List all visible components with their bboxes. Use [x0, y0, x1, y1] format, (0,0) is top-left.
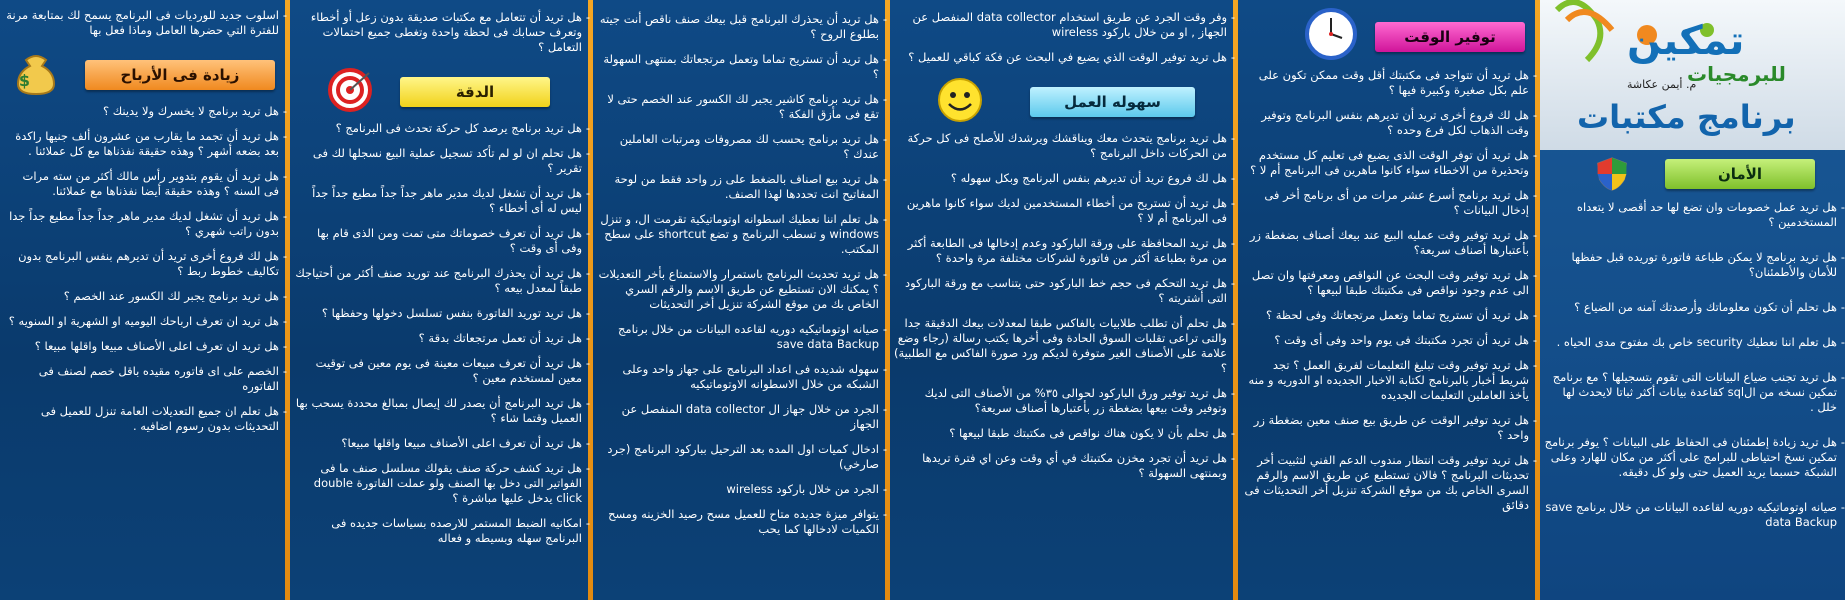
time-title: توفير الوقت [1375, 22, 1525, 52]
clock-icon [1305, 8, 1357, 60]
profit-item: - الخصم على اى فاتوره مقيده باقل خصم لصنف فى الفاتوره [0, 360, 287, 400]
logo-area [1537, 0, 1845, 150]
ease-item: - هل تحلم أن تطلب طلابيات بالفاكس طبقا لمعدلات بيعك الدقيقة جدا والتى تراعى تقلبات السوق الحادة وفى أخرها يكتب رسالة (رجاء وضع علامة على الأصناف الغير متوفرة لديكم ورد صورة الفاكس مع الطلبية) ؟ [887, 312, 1235, 382]
feature-item: - هل تريد بيع اصناف بالضغط على زر واحد فقط من لوحة المفاتيح انت تحددها لهذا الصنف. [590, 168, 887, 208]
profit-item: - هل تريد برنامج يجبر لك الكسور عند الخصم ؟ [0, 285, 287, 310]
profit-item: - هل تريد أن تشغل لديك مدير ماهر جداً جداً مطيع جداً جدا بدون راتب شهري ؟ [0, 205, 287, 245]
profit-title: زيادة فى الأرباح [85, 60, 275, 90]
security-item: - صيانه اوتوماتيكيه دوريه لقاعده البيانات من خلال برنامج save data Backup [1537, 496, 1845, 536]
profit-item: - هل تريد ان تعرف اعلى الأصناف مبيعا واقلها مبيعا ؟ [0, 335, 287, 360]
time-item: - هل تريد أن تجرد مكتبتك فى يوم واحد وفى أى وقت ؟ [1235, 329, 1537, 354]
ease-item: - هل تريد المحافظة على ورقة الباركود وعدم إدخالها فى الطابعة أكثر من مرة بطباعة أكثر من فاتورة لشركات مختلفة مرة واحدة ؟ [887, 232, 1235, 272]
ease-item: - هل تريد أن تجرد مخزن مكتبتك في أي وقت وعن اي فترة تريدها وبمنتهى السهولة ؟ [887, 447, 1235, 487]
security-item: - هل تريد برنامج لا يمكن طباعة فاتورة توريده قبل حفظها للأمان والأطمئنان؟ [1537, 246, 1845, 286]
feature-item: - هل تعلم اننا نعطيك اسطوانه اوتوماتيكية تقرمت ال، و تنزل windows و تسطب البرنامج و تضع shortcut على سطح المكتب. [590, 208, 887, 263]
feature-item: - الجرد من خلال باركود wireless [590, 478, 887, 503]
profit-banner [0, 50, 287, 96]
time-item: - هل تريد توفير وقت تبليغ التعليمات لفريق العمل ؟ تجد شريط أخبار بالبرنامج لكتابة الاخبار الجديده او الدوريه و منه يأخذ العاملين التعليمات الجديده [1235, 354, 1537, 409]
ease-item: - هل لك فروع تريد أن تديرهم بنفس البرنامج وبكل سهوله ؟ [887, 167, 1235, 192]
security-title: الأمان [1665, 159, 1815, 189]
svg-text:$: $ [18, 71, 30, 90]
accuracy-banner [287, 67, 590, 113]
security-item: - هل تعلم اننا نعطيك security خاص بك مفتوح مدى الحياه . [1537, 331, 1845, 356]
accuracy-item: - هل تريد البرنامج أن يصدر لك إيصال بمبالغ محددة يسحب بها العميل وقتما شاء ؟ [287, 392, 590, 432]
feature-item: - صيانه اوتوماتيكيه دوريه لقاعده البيانات من خلال برنامج save data Backup [590, 318, 887, 358]
accuracy-item: - هل تريد برنامج يرصد كل حركة تحدث فى البرنامج ؟ [287, 117, 590, 142]
accuracy-item: - امكانيه الضبط المستمر للارصده بسياسات جديده فى البرنامج سهله وبسيطه و فعاله [287, 512, 590, 552]
panel-time-saving [1235, 0, 1537, 600]
feature-item: - هل تريد برنامج كاشير يجبر لك الكسور عند الخصم حتى لا تقع فى مأزق الفكة ؟ [590, 88, 887, 128]
accuracy-item: - هل تريد توريد الفاتورة بنفس تسلسل دخولها وحفظها ؟ [287, 302, 590, 327]
feature-item: - ادخال كميات اول المده بعد الترحيل بباركود البرنامج (جرد صارخي) [590, 438, 887, 478]
accuracy-item: - هل تريد أن تعمل مرتجعاتك بدقة ؟ [287, 327, 590, 352]
feature-item: - هل تريد أن يحذرك البرنامج قبل بيعك صنف ناقص أنت جيته بطلوع الروح ؟ [590, 8, 887, 48]
time-item: - هل تريد توفير وقت عمليه البيع عند بيعك أصناف بضغطة زر بأعتبارها أصناف سريعة؟ [1235, 224, 1537, 264]
target-icon [327, 67, 373, 113]
ease-item: - هل تريد أن تستريح من أخطاء المستخدمين لديك سواء كانوا ماهرين فى البرنامج أم لا ؟ [887, 192, 1235, 232]
brand-name: تمكين [1627, 18, 1745, 64]
smiley-icon [937, 77, 983, 123]
time-item: - هل تريد توفير الوقت عن طريق بيع صنف معين بضغطة زر واحد ؟ [1235, 409, 1537, 449]
ease-item: - هل تحلم بأن لا يكون هناك نواقص فى مكتبتك طبقا لبيعها ؟ [887, 422, 1235, 447]
time-item: - هل تريد أن تتواجد فى مكتبتك أقل وقت ممكن تكون على علم بكل صغيرة وكبيرة فيها ؟ [1235, 64, 1537, 104]
panel-accuracy [287, 0, 590, 600]
profit-intro: - اسلوب جديد للورديات فى البرنامج يسمح لك بمتابعة مرنة للفترة التي حضرها العامل وماذا فعل بها [0, 4, 287, 44]
ease-item: - هل تريد التحكم فى حجم خط الباركود حتى يتناسب مع ورقة الباركود التى أشتريته ؟ [887, 272, 1235, 312]
accuracy-item: - هل تريد أن تشغل لديك مدير ماهر جداً جداً مطيع جداً جداً ليس له أى أخطاء ؟ [287, 182, 590, 222]
feature-item: - هل تريد تحديث البرنامج باستمرار والاستمتاع بأخر التعديلات ؟ يمكنك الان تستطيع عن طريق الاسم والرقم السري الخاص بك من موقع الشركة تنزيل أخر التحديثات [590, 263, 887, 318]
time-item: - هل تريد برنامج أسرع عشر مرات من أى برنامج أخر فى إدخال البيانات ؟ [1235, 184, 1537, 224]
security-banner [1537, 156, 1845, 192]
time-item: - هل تريد أن توفر الوقت الذى يضيع فى تعليم كل مستخدم وتحذيرة من الاخطاء سواء كانوا ماهرين فى البرنامج أم لا ؟ [1235, 144, 1537, 184]
profit-item: - هل تريد برنامج لا يخسرك ولا يدينك ؟ [0, 100, 287, 125]
ease-item: - هل تريد توفير ورق الباركود لحوالى ٣٥% من الأصناف التى لديك وتوفير وقت بيعها بضغطة زر بأعتبارها أصناف سريعة؟ [887, 382, 1235, 422]
shield-icon [1592, 156, 1632, 192]
money-bag-icon [10, 50, 62, 96]
time-item: - هل لك فروع أخرى تريد أن تديرهم بنفس البرنامج وتوفير وقت الذهاب لكل فرع وحده ؟ [1235, 104, 1537, 144]
profit-item: - هل تعلم ان جميع التعديلات العامة تنزل للعميل فى التحديثات بدون رسوم اضافيه . [0, 400, 287, 440]
time-item: - هل تريد توفير وقت البحث عن النواقص ومعرفتها وان تصل الى عدم وجود نواقص فى مكتبتك طبقا لبيعها ؟ [1235, 264, 1537, 304]
panel-security [1537, 0, 1845, 600]
time-item: - وفر وقت الجرد عن طريق استخدام data collector المنفصل عن الجهاز , او من خلال باركود wireless [887, 6, 1235, 46]
accuracy-item: - هل تريد كشف حركة صنف يقولك مسلسل صنف ما فى الفواتير التى دخل بها الصنف ولو عملت الفاتورة double click يدخل عليها مباشرة ؟ [287, 457, 590, 512]
accuracy-item: - هل تريد أن تعرف مبيعات معينة فى يوم معين فى توقيت معين لمستخدم معين ؟ [287, 352, 590, 392]
security-item: - هل تريد عمل خصومات وان تضع لها حد أقصى لا يتعداه المستخدمين ؟ [1537, 196, 1845, 236]
security-item: - هل تريد زيادة إطمئنان فى الحفاظ على البيانات ؟ يوفر برنامج تمكين نسخ احتياطى للبرامج على أكثر من مكان للهارد وعلى الشبكة حسبما يريد العميل حتى ولو كل دقيقه. [1537, 431, 1845, 486]
profit-item: - هل لك فروع أخرى تريد أن تديرهم بنفس البرنامج بدون تكاليف خطوط ربط ؟ [0, 245, 287, 285]
ease-banner [887, 77, 1235, 123]
security-item: - هل تريد تجنب ضياع البيانات التى تقوم بتسجيلها ؟ مع برنامج تمكين نسخه من الsql كقاعدة بيانات أكثر ثباتا لايحدث لها خلل . [1537, 366, 1845, 421]
author-name: م. أيمن عكاشة [1627, 78, 1697, 91]
profit-item: - هل تريد أن تجمد ما يقارب من عشرون ألف جنيها راكدة بعد بضعه أشهر ؟ وهذه حقيقة نفذناها مع كل عملائنا . [0, 125, 287, 165]
panel-profit [0, 0, 287, 600]
profit-item: - هل تريد أن يقوم بتدوير رأس مالك أكثر من سته مرات فى السنه ؟ وهذه حقيقة أيضا نفذناها مع عملائنا. [0, 165, 287, 205]
panel-features [590, 0, 887, 600]
time-item: - هل تريد توفير الوقت الذي يضيع في البحث عن فكة كباقي للعميل ؟ [887, 46, 1235, 71]
feature-item: - سهوله شديده فى اعداد البرنامج على جهاز واحد وعلى الشبكه من خلال الاسطوانه الاوتوماتيكيه [590, 358, 887, 398]
accuracy-item: - هل تريد أن تعرف اعلى الأصناف مبيعا واقلها مبيعا؟ [287, 432, 590, 457]
program-title: برنامج مكتبات [1577, 98, 1796, 136]
accuracy-item: - هل تريد أن تتعامل مع مكتبات صديقة بدون زعل أو أخطاء وتعرف حسابك فى لحظة واحدة وتغطى جميع احتمالات التعامل ؟ [287, 6, 590, 61]
accuracy-title: الدقة [400, 77, 550, 107]
profit-item: - هل تريد ان تعرف ارباحك اليوميه او الشهرية او السنويه ؟ [0, 310, 287, 335]
panel-ease [887, 0, 1235, 600]
time-item: - هل تريد توفير وقت انتظار مندوب الدعم الفني لتثبيت أخر تحديثات البرنامج ؟ فالان تستطيع عن طريق الاسم والرقم السرى الخاص بك من موقع الشركة تنزيل أخر التحديثات فى دقائق [1235, 449, 1537, 519]
feature-item: - يتوافر ميزة جديده متاح للعميل مسح رصيد الخزينه ومسح الكميات لادخالها كما يحب [590, 503, 887, 543]
feature-item: - هل تريد برنامج يحسب لك مصروفات ومرتبات العاملين عندك ؟ [590, 128, 887, 168]
time-item: - هل تريد أن تستريح تماما وتعمل مرتجعاتك وفى لحظة ؟ [1235, 304, 1537, 329]
brand-subtitle: للبرمجيات [1687, 62, 1786, 86]
ease-item: - هل تريد برنامج يتحدث معك ويناقشك ويرشدك للأصلح فى كل حركة من الحركات داخل البرنامج ؟ [887, 127, 1235, 167]
security-item: - هل تحلم أن تكون معلوماتك وأرصدتك آمنه من الضياع ؟ [1537, 296, 1845, 321]
feature-item: - هل تريد أن تستريح تماما وتعمل مرتجعاتك بمنتهى السهولة ؟ [590, 48, 887, 88]
feature-item: - الجرد من خلال جهاز ال data collector المنفصل عن الجهاز [590, 398, 887, 438]
accuracy-item: - هل تريد أن تعرف خصوماتك متى تمت ومن الذى قام بها وفى أى وقت ؟ [287, 222, 590, 262]
time-banner [1235, 8, 1537, 60]
accuracy-item: - هل تحلم ان لو لم تأكد تسجيل عملية البيع نسجلها لك فى تقرير ؟ [287, 142, 590, 182]
ease-title: سهوله العمل [1030, 87, 1195, 117]
accuracy-item: - هل تريد أن يحذرك البرنامج عند توريد صنف أكثر من أحتياجك طبقاً لمعدل بيعه ؟ [287, 262, 590, 302]
